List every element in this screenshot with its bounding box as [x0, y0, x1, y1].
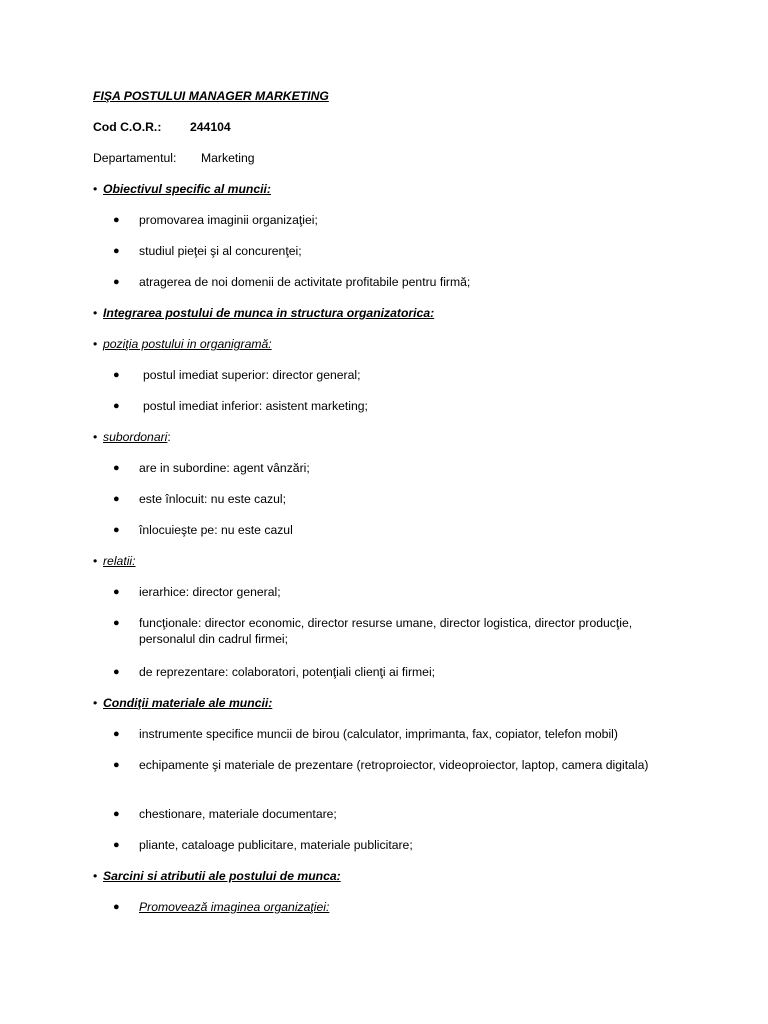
- bullet: ●: [113, 901, 120, 913]
- departament-value: Marketing: [201, 151, 255, 165]
- section-heading-text: poziţia postului in organigramă:: [103, 337, 272, 351]
- list-item-text: postul imediat superior: director general;: [143, 368, 361, 382]
- document-title: FIŞA POSTULUI MANAGER MARKETING: [93, 89, 329, 103]
- list-item-text: instrumente specifice muncii de birou (calculator, imprimanta, fax, copiator, telefon mobil): [139, 727, 618, 741]
- bullet: ●: [113, 493, 120, 505]
- bullet: •: [93, 869, 98, 883]
- section-heading-text: Sarcini si atributii ale postului de munca:: [103, 869, 341, 883]
- section-sarcini-heading: [93, 868, 341, 884]
- section-heading-text: Condiţii materiale ale muncii:: [103, 696, 273, 710]
- list-item-text: de reprezentare: colaboratori, potenţiali clienţi ai firmei;: [139, 665, 436, 679]
- bullet: ●: [113, 400, 120, 412]
- bullet: ●: [113, 808, 120, 820]
- bullet: ●: [113, 524, 120, 536]
- list-item-text: Promovează imaginea organizaţiei:: [139, 900, 330, 914]
- list-item-text: studiul pieţei şi al concurenţei;: [139, 244, 302, 258]
- list-item-text: postul imediat inferior: asistent marketing;: [143, 399, 368, 413]
- bullet: •: [93, 306, 98, 320]
- section-obiectiv-heading: [93, 181, 271, 197]
- section-heading-text: Obiectivul specific al muncii:: [103, 182, 271, 196]
- list-item-text: funcţionale: director economic, director resurse umane, director logistica, director producţie, personalul din cadrul firmei;: [139, 616, 633, 646]
- cod-cor-row: [93, 119, 231, 135]
- list-item-text: ierarhice: director general;: [139, 585, 281, 599]
- bullet: ●: [113, 666, 120, 678]
- bullet: ●: [113, 462, 120, 474]
- list-item-text: promovarea imaginii organizaţiei;: [139, 213, 318, 227]
- section-integrare-heading: [93, 305, 434, 321]
- section-heading-text: relatii:: [103, 554, 136, 568]
- list-item-text: este înlocuit: nu este cazul;: [139, 492, 287, 506]
- bullet: ●: [113, 369, 120, 381]
- bullet: ●: [113, 245, 120, 257]
- list-item-text: înlocuieşte pe: nu este cazul: [139, 523, 293, 537]
- section-subordonari-heading: [93, 429, 171, 445]
- bullet: ●: [113, 586, 120, 598]
- colon: :: [167, 430, 171, 444]
- section-conditii-heading: [93, 695, 272, 711]
- section-heading-text: subordonari: [103, 430, 168, 444]
- list-item-text: atragerea de noi domenii de activitate profitabile pentru firmă;: [139, 275, 471, 289]
- bullet: ●: [113, 759, 120, 771]
- bullet: •: [93, 430, 98, 444]
- bullet: ●: [113, 617, 120, 629]
- bullet: ●: [113, 839, 120, 851]
- bullet: •: [93, 182, 98, 196]
- list-item-text: are in subordine: agent vânzări;: [139, 461, 310, 475]
- section-pozitia-heading: [93, 336, 272, 352]
- list-item-text: chestionare, materiale documentare;: [139, 807, 337, 821]
- bullet: •: [93, 337, 98, 351]
- cod-cor-label: Cod C.O.R.:: [93, 120, 162, 134]
- bullet: •: [93, 554, 98, 568]
- section-heading-text: Integrarea postului de munca in structura organizatorica:: [103, 306, 435, 320]
- bullet: ●: [113, 728, 120, 740]
- section-relatii-heading: [93, 553, 136, 569]
- bullet: •: [93, 696, 98, 710]
- cod-cor-value: 244104: [190, 120, 231, 134]
- bullet: ●: [113, 214, 120, 226]
- departament-row: [93, 150, 255, 166]
- list-item-text: echipamente şi materiale de prezentare (retroproiector, videoproiector, laptop, camera digitala): [139, 758, 649, 772]
- departament-label: Departamentul:: [93, 151, 177, 165]
- list-item-text: pliante, cataloage publicitare, materiale publicitare;: [139, 838, 413, 852]
- bullet: ●: [113, 276, 120, 288]
